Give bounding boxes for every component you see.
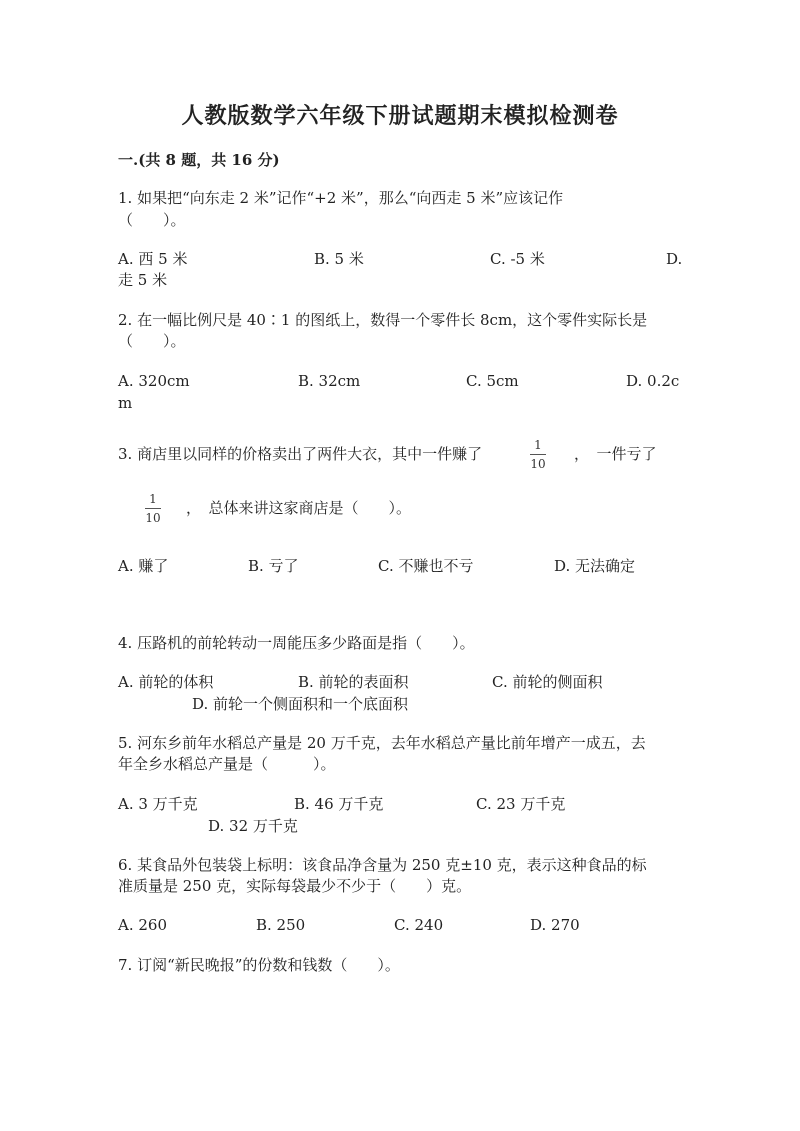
question-5-stem-cont: 年全乡水稻总产量是（ ）。 (118, 755, 336, 773)
question-4-option-d: D. 前轮一个侧面积和一个底面积 (192, 695, 409, 713)
section-heading: 一.(共 8 题，共 16 分) (118, 151, 280, 169)
question-5-option-b: B. 46 万千克 (294, 795, 384, 813)
fraction-bar (145, 508, 161, 509)
question-1-option-b: B. 5 米 (314, 250, 364, 268)
question-6-option-a: A. 260 (118, 916, 167, 934)
question-2-option-d-cont: m (118, 394, 133, 412)
fraction-denominator: 10 (530, 457, 546, 471)
question-3-stem-part2: ， 一件亏了 (574, 445, 657, 463)
question-2-stem: 2. 在一幅比例尺是 40∶1 的图纸上，数得一个零件长 8cm，这个零件实际长是 (118, 311, 648, 329)
question-3-option-c: C. 不赚也不亏 (378, 557, 474, 575)
fraction-bar (530, 454, 546, 455)
question-1-option-a: A. 西 5 米 (118, 250, 188, 268)
question-7-stem: 7. 订阅“新民晚报”的份数和钱数（ ）。 (118, 956, 400, 974)
question-4-option-b: B. 前轮的表面积 (298, 673, 409, 691)
question-1-option-d: D. (666, 250, 683, 268)
question-1-stem-cont: （ ）。 (118, 211, 186, 229)
question-3-stem-part1: 3. 商店里以同样的价格卖出了两件大衣，其中一件赚了 (118, 445, 483, 463)
question-5-option-a: A. 3 万千克 (118, 795, 198, 813)
question-1-stem: 1. 如果把“向东走 2 米”记作“+2 米”，那么“向西走 5 米”应该记作 (118, 189, 564, 207)
question-5-option-c: C. 23 万千克 (476, 795, 566, 813)
question-2-option-c: C. 5cm (466, 372, 519, 390)
question-2-stem-cont: （ ）。 (118, 332, 186, 350)
question-6-stem: 6. 某食品外包装袋上标明：该食品净含量为 250 克±10 克，表示这种食品的标 (118, 856, 647, 874)
question-6-option-b: B. 250 (256, 916, 306, 934)
question-5-option-d: D. 32 万千克 (208, 817, 298, 835)
question-2-option-b: B. 32cm (298, 372, 361, 390)
fraction-numerator: 1 (534, 438, 542, 452)
fraction-denominator: 10 (145, 511, 161, 525)
question-3-option-b: B. 亏了 (248, 557, 299, 575)
fraction-one-tenth (530, 438, 546, 471)
question-3-option-d: D. 无法确定 (554, 557, 636, 575)
question-5-stem: 5. 河东乡前年水稻总产量是 20 万千克，去年水稻总产量比前年增产一成五，去 (118, 734, 646, 752)
fraction-one-tenth (145, 492, 161, 525)
question-6-option-c: C. 240 (394, 916, 444, 934)
question-2-option-a: A. 320cm (118, 372, 190, 390)
question-1-option-c: C. -5 米 (490, 250, 545, 268)
question-2-option-d: D. 0.2c (626, 372, 680, 390)
question-4-option-a: A. 前轮的体积 (118, 673, 214, 691)
page-title: 人教版数学六年级下册试题期末模拟检测卷 (181, 103, 619, 129)
question-4-stem: 4. 压路机的前轮转动一周能压多少路面是指（ ）。 (118, 634, 475, 652)
question-3-option-a: A. 赚了 (118, 557, 169, 575)
question-1-option-d-cont: 走 5 米 (118, 271, 168, 289)
fraction-numerator: 1 (149, 492, 157, 506)
question-3-stem-part3: ， 总体来讲这家商店是（ ）。 (186, 499, 412, 517)
question-6-stem-cont: 准质量是 250 克，实际每袋最少不少于（ ）克。 (118, 877, 472, 895)
question-4-option-c: C. 前轮的侧面积 (492, 673, 603, 691)
question-6-option-d: D. 270 (530, 916, 580, 934)
